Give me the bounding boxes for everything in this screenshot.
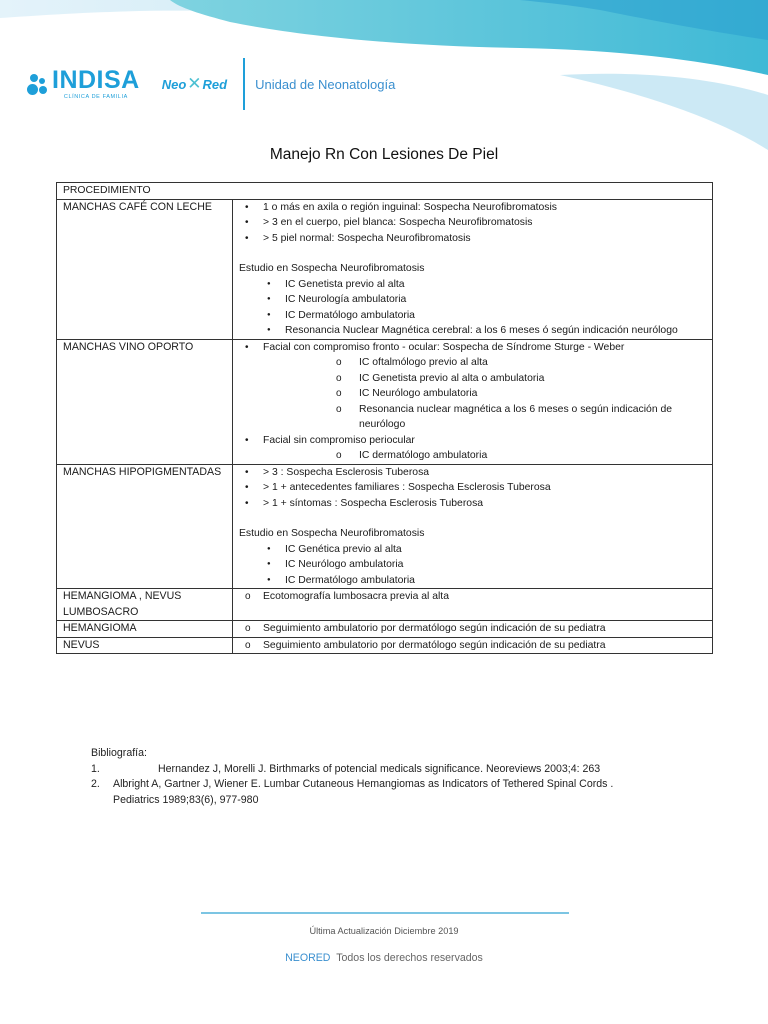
list-item: ● IC Dermatólogo ambulatoria bbox=[239, 573, 706, 589]
table-row bbox=[57, 589, 713, 621]
footer-rights-text: Todos los derechos reservados bbox=[336, 952, 483, 964]
table-row bbox=[57, 637, 713, 654]
header-logos bbox=[26, 58, 395, 110]
row-key: MANCHAS CAFÉ CON LECHE bbox=[57, 199, 233, 339]
list-item: ● IC Dermatólogo ambulatoria bbox=[239, 308, 706, 324]
list-item: • 1 o más en axila o región inguinal: Sospecha Neurofibromatosis bbox=[239, 200, 706, 216]
list-item: ● IC Genética previo al alta bbox=[239, 542, 706, 558]
row-key: MANCHAS HIPOPIGMENTADAS bbox=[57, 464, 233, 589]
footer-brand: NEORED bbox=[285, 952, 331, 964]
row-content bbox=[233, 637, 713, 654]
row-key: NEVUS bbox=[57, 637, 233, 654]
study-title: Estudio en Sospecha Neurofibromatosis bbox=[239, 263, 425, 274]
ref-number: 1. bbox=[91, 762, 100, 775]
neored-logo bbox=[162, 74, 227, 94]
row-content bbox=[233, 464, 713, 589]
unit-title: Unidad de Neonatología bbox=[255, 76, 396, 92]
row-content bbox=[233, 339, 713, 464]
study-title: Estudio en Sospecha Neurofibromatosis bbox=[239, 528, 425, 539]
list-item: o Ecotomografía lumbosacra previa al alta bbox=[239, 589, 706, 605]
neored-logo-left: Neo bbox=[161, 76, 187, 92]
table-header-cell: PROCEDIMIENTO bbox=[57, 183, 713, 200]
table-row bbox=[57, 339, 713, 464]
table-row bbox=[57, 621, 713, 638]
indisa-logo-tagline: CLÍNICA DE FAMILIA bbox=[63, 93, 128, 100]
neored-logo-right: Red bbox=[202, 76, 228, 92]
ref-text: Hernandez J, Morelli J. Birthmarks of potencial medicals significance. Neoreviews 2003;4: 263 bbox=[158, 762, 601, 775]
list-item: • > 1 + antecedentes familiares : Sospecha Esclerosis Tuberosa bbox=[239, 480, 706, 496]
header-divider bbox=[243, 58, 245, 110]
document-title: Manejo Rn Con Lesiones De Piel bbox=[269, 146, 499, 163]
bibliography bbox=[91, 746, 651, 808]
row-content bbox=[233, 589, 713, 621]
row-key: HEMANGIOMA , NEVUS LUMBOSACRO bbox=[57, 589, 233, 621]
list-item: • Facial con compromiso fronto - ocular: Sospecha de Síndrome Sturge - Weber bbox=[239, 340, 706, 356]
indisa-family-icon bbox=[26, 68, 50, 100]
list-item: ● IC Neurólogo ambulatoria bbox=[239, 557, 706, 573]
list-item: ● IC Genetista previo al alta bbox=[239, 277, 706, 293]
list-item: o IC Neurólogo ambulatoria bbox=[239, 386, 706, 402]
list-item: o IC dermatólogo ambulatoria bbox=[239, 448, 706, 464]
list-item: o IC Genetista previo al alta o ambulatoria bbox=[239, 371, 706, 387]
row-content bbox=[233, 621, 713, 638]
ref-number: 2. bbox=[91, 778, 100, 790]
indisa-logo-name: INDISA bbox=[52, 65, 140, 94]
footer-rights bbox=[0, 952, 768, 964]
footer-divider bbox=[201, 912, 569, 914]
list-item: • > 1 + síntomas : Sospecha Esclerosis Tuberosa bbox=[239, 496, 706, 512]
bibliography-ref bbox=[91, 762, 651, 778]
indisa-logo bbox=[26, 65, 140, 101]
list-item: • > 3 : Sospecha Esclerosis Tuberosa bbox=[239, 465, 706, 481]
list-item: ● IC Neurología ambulatoria bbox=[239, 292, 706, 308]
ref-text: Albright A, Gartner J, Wiener E. Lumbar Cutaneous Hemangiomas as Indicators of Tethered Spinal Cords . Pediatrics 1989;83(6), 977-980 bbox=[113, 778, 614, 806]
bibliography-ref bbox=[91, 777, 651, 808]
list-item: • Facial sin compromiso periocular bbox=[239, 433, 706, 449]
list-item: o Seguimiento ambulatorio por dermatólogo según indicación de su pediatra bbox=[239, 638, 706, 654]
row-key: MANCHAS VINO OPORTO bbox=[57, 339, 233, 464]
last-updated: Última Actualización Diciembre 2019 bbox=[309, 926, 459, 936]
row-key: HEMANGIOMA bbox=[57, 621, 233, 638]
list-item: • > 3 en el cuerpo, piel blanca: Sospecha Neurofibromatosis bbox=[239, 215, 706, 231]
list-item: o Seguimiento ambulatorio por dermatólogo según indicación de su pediatra bbox=[239, 621, 706, 637]
table-row bbox=[57, 464, 713, 589]
procedure-table bbox=[56, 182, 713, 654]
list-item: o Resonancia nuclear magnética a los 6 meses o según indicación de neurólogo bbox=[239, 402, 706, 433]
list-item: o IC oftalmólogo previo al alta bbox=[239, 355, 706, 371]
list-item: ● Resonancia Nuclear Magnética cerebral: a los 6 meses ó según indicación neurólogo bbox=[239, 323, 706, 339]
list-item: • > 5 piel normal: Sospecha Neurofibromatosis bbox=[239, 231, 706, 247]
table-header-row bbox=[57, 183, 713, 200]
row-content bbox=[233, 199, 713, 339]
bibliography-title: Bibliografía: bbox=[91, 747, 147, 759]
neored-x-icon: ✕ bbox=[187, 74, 202, 93]
table-row bbox=[57, 199, 713, 339]
